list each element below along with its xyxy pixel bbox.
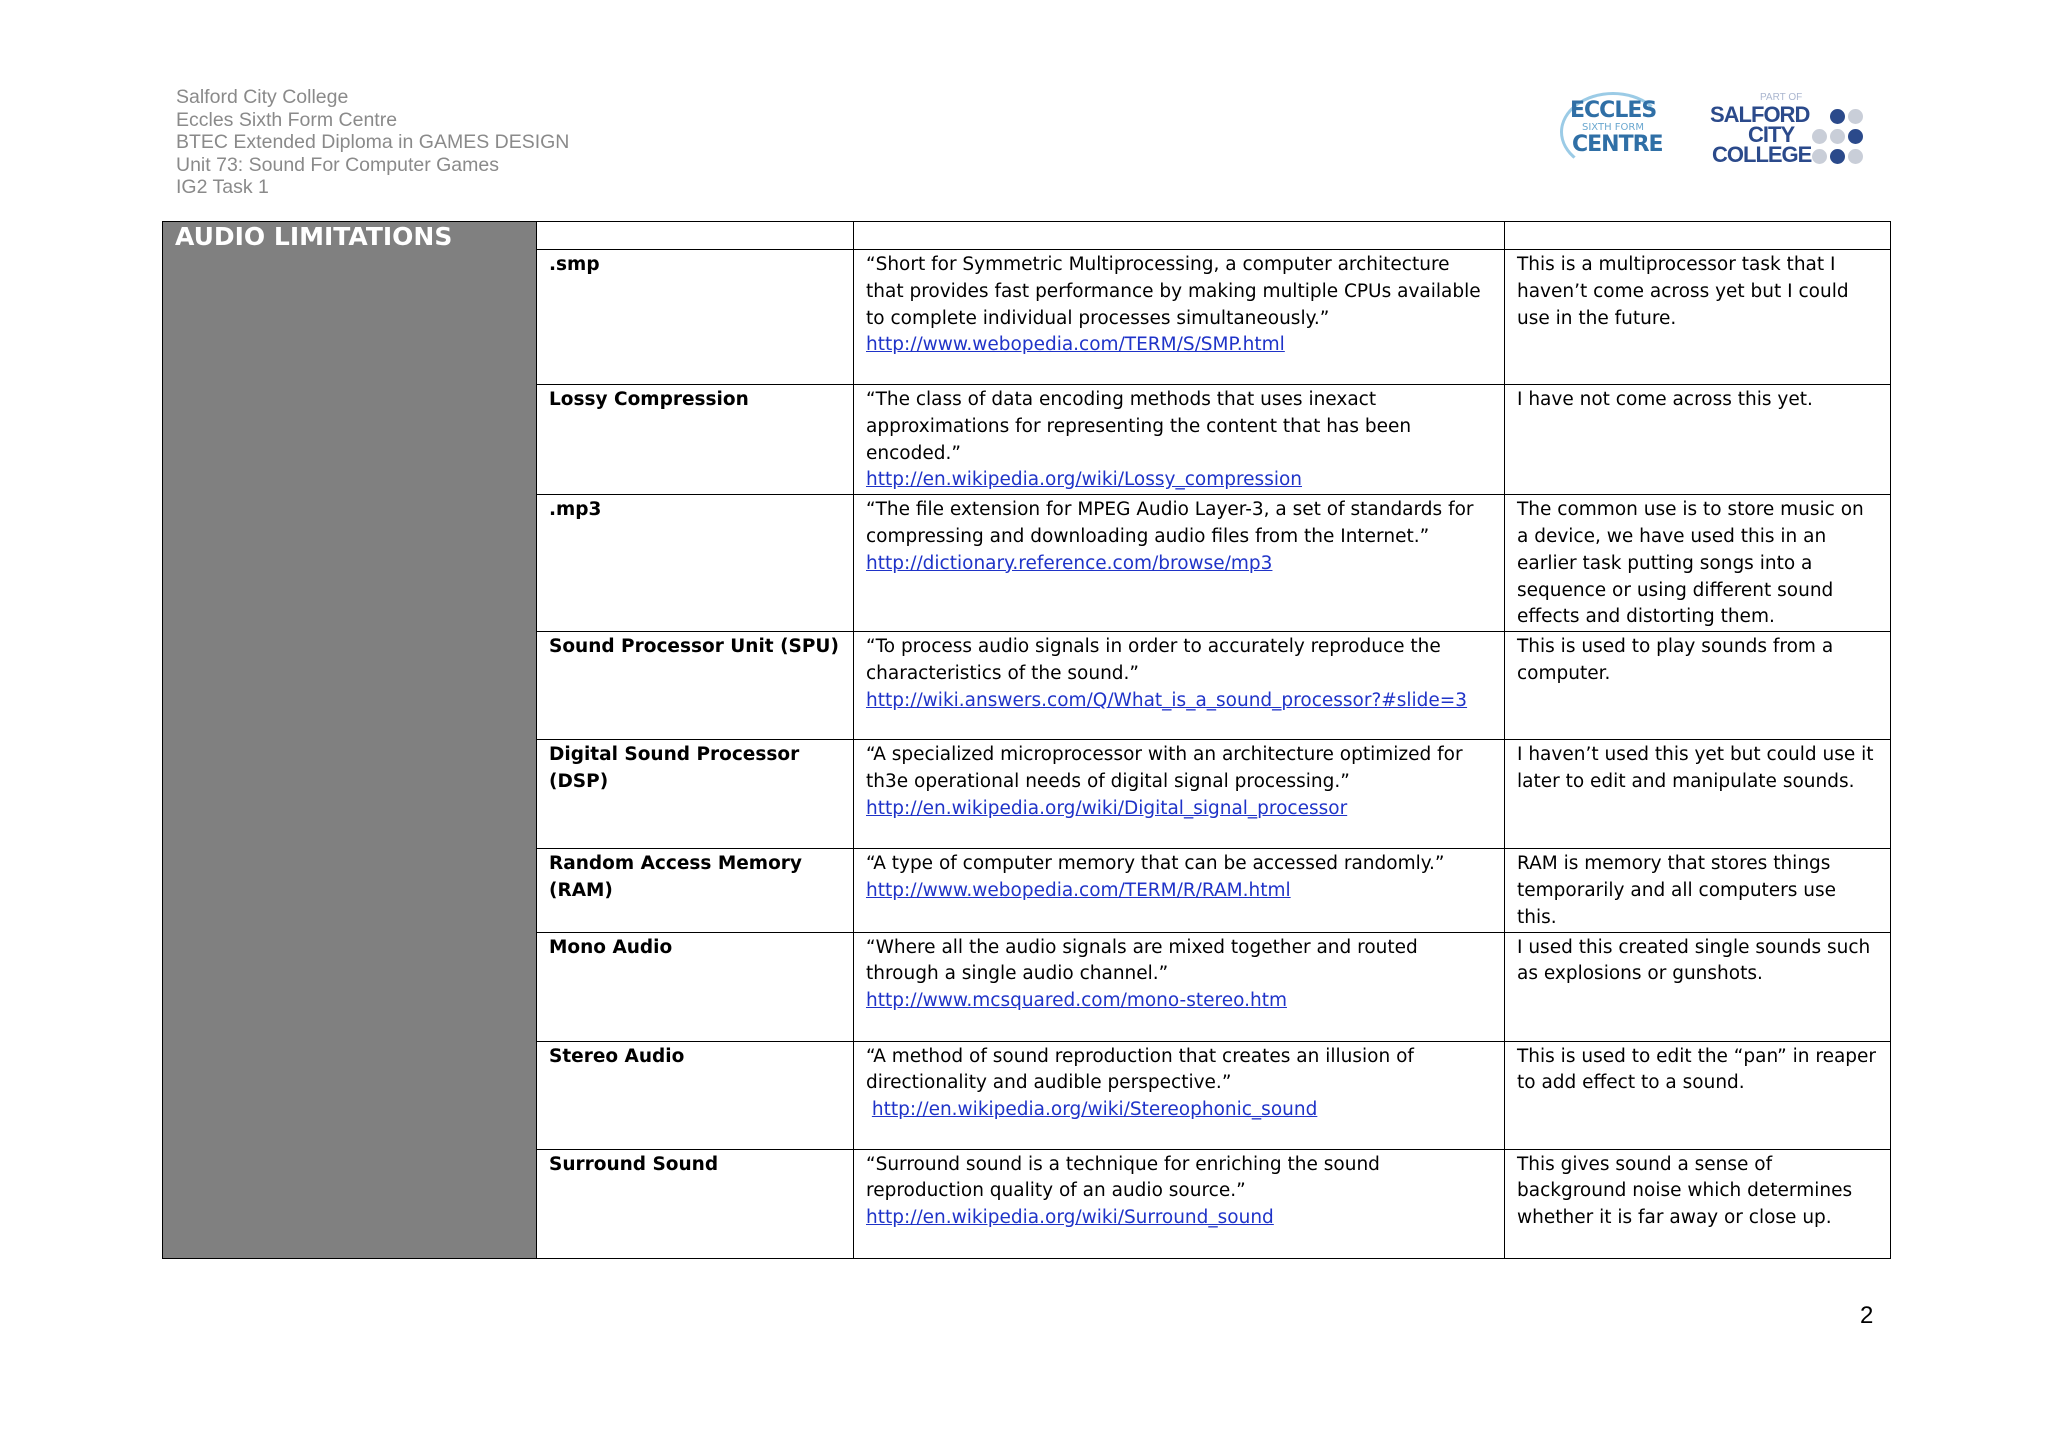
logo-dot [1830,109,1845,124]
header-line-centre: Eccles Sixth Form Centre [176,108,398,131]
header-line-college: Salford City College [176,86,349,108]
term-cell: Surround Sound [537,1149,854,1258]
term-cell: Digital Sound Processor (DSP) [537,740,854,849]
table-cell-empty [854,222,1505,250]
source-link[interactable]: http://www.webopedia.com/TERM/R/RAM.html [866,879,1291,901]
comment-cell: This is a multiprocessor task that I haven’t come across yet but I could use in the future. [1505,250,1891,385]
term-cell: .smp [537,250,854,385]
definition-cell [854,932,1505,1041]
term-cell: Random Access Memory (RAM) [537,849,854,932]
definition-cell [854,250,1505,385]
comment-cell: This is used to edit the “pan” in reaper to add effect to a sound. [1505,1041,1891,1149]
comment-cell: I haven’t used this yet but could use it later to edit and manipulate sounds. [1505,740,1891,849]
logo-dot [1830,149,1845,164]
document-header [176,86,569,199]
comment-cell: RAM is memory that stores things temporarily and all computers use this. [1505,849,1891,932]
source-link[interactable]: http://www.webopedia.com/TERM/S/SMP.html [866,334,1285,356]
source-link[interactable]: http://en.wikipedia.org/wiki/Lossy_compression [866,469,1303,491]
eccles-logo-word-2: SIXTH FORM [1582,122,1644,133]
definition-text: “The class of data encoding methods that uses inexact approximations for representing the content that has been encoded.” [866,389,1412,464]
salford-logo-word-3: COLLEGE [1712,142,1812,167]
eccles-logo-word-3: CENTRE [1572,132,1663,157]
definition-text: “A method of sound reproduction that creates an illusion of directionality and audible perspective.” [866,1045,1414,1094]
definition-text: “Where all the audio signals are mixed together and routed through a single audio channel.” [866,936,1418,985]
section-label: AUDIO LIMITATIONS [175,222,453,251]
definition-text: “A type of computer memory that can be accessed randomly.” [866,853,1445,875]
definition-cell [854,740,1505,849]
definition-text: “Surround sound is a technique for enriching the sound reproduction quality of an audio source.” [866,1153,1380,1202]
header-line-course: BTEC Extended Diploma in GAMES DESIGN [176,131,570,153]
source-link[interactable]: http://wiki.answers.com/Q/What_is_a_sound_processor?#slide=3 [866,689,1468,711]
logo-dot [1848,149,1863,164]
term-cell: .mp3 [537,495,854,632]
definition-cell [854,849,1505,932]
definition-cell [854,632,1505,740]
header-line-unit: Unit 73: Sound For Computer Games [176,153,499,176]
table-cell-empty [537,222,854,250]
eccles-logo-word-1: ECCLES [1570,98,1657,123]
salford-logo-part-of: PART OF [1760,92,1803,103]
definition-cell [854,385,1505,495]
definition-cell [854,1041,1505,1149]
definition-text: “Short for Symmetric Multiprocessing, a computer architecture that provides fast performance by making multiple CPUs available to complete individual processes simultaneously.” [866,254,1481,329]
logo-dot [1848,109,1863,124]
page-number: 2 [1860,1302,1874,1329]
term-cell: Lossy Compression [537,385,854,495]
comment-cell: This gives sound a sense of background noise which determines whether it is far away or close up. [1505,1149,1891,1258]
header-line-task: IG2 Task 1 [176,176,269,198]
term-cell: Stereo Audio [537,1041,854,1149]
salford-logo-word-1: SALFORD [1710,102,1810,127]
term-cell: Sound Processor Unit (SPU) [537,632,854,740]
salford-city-college-logo [1710,92,1880,172]
source-link[interactable]: http://en.wikipedia.org/wiki/Digital_signal_processor [866,797,1348,819]
comment-cell: The common use is to store music on a device, we have used this in an earlier task putting songs into a sequence or using different sound effects and distorting them. [1505,495,1891,632]
comment-cell: I have not come across this yet. [1505,385,1891,495]
logo-dot [1812,149,1827,164]
logo-dot [1848,129,1863,144]
table-top-row [163,222,1891,250]
definition-text: “The file extension for MPEG Audio Layer-3, a set of standards for compressing and downloading audio files from the Internet.” [866,499,1474,547]
term-cell: Mono Audio [537,932,854,1041]
eccles-centre-logo [1560,92,1670,170]
definition-cell [854,1149,1505,1258]
terms-table [162,221,1891,1259]
source-link[interactable]: http://dictionary.reference.com/browse/mp3 [866,552,1273,574]
logo-dot [1812,129,1827,144]
logo-dot [1830,129,1845,144]
salford-logo-word-2: CITY [1748,122,1795,147]
definition-cell [854,495,1505,632]
definition-text: “To process audio signals in order to accurately reproduce the characteristics of the sound.” [866,636,1441,684]
source-link[interactable]: http://en.wikipedia.org/wiki/Stereophonic_sound [871,1099,1318,1121]
comment-cell: This is used to play sounds from a computer. [1505,632,1891,740]
table-cell-empty [1505,222,1891,250]
source-link[interactable]: http://en.wikipedia.org/wiki/Surround_sound [866,1207,1274,1229]
section-label-cell [163,222,537,1259]
comment-cell: I used this created single sounds such as explosions or gunshots. [1505,932,1891,1041]
definition-text: “A specialized microprocessor with an architecture optimized for th3e operational needs of digital signal processing.” [866,744,1463,792]
source-link[interactable]: http://www.mcsquared.com/mono-stereo.htm [866,990,1287,1012]
logos [1560,92,1880,172]
